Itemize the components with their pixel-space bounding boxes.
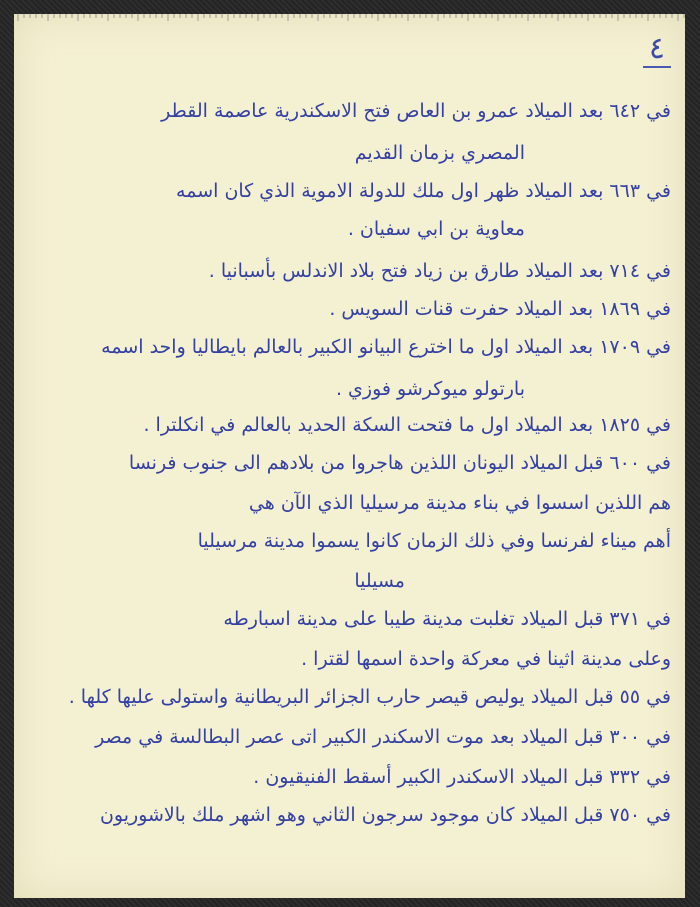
text-line: في ٣٠٠ قبل الميلاد بعد موت الاسكندر الكبير اتى عصر البطالسة في مصر <box>95 726 671 748</box>
text-lines <box>14 14 685 898</box>
text-line: مسيليا <box>354 570 405 592</box>
text-line: في ٧١٤ بعد الميلاد طارق بن زياد فتح بلاد الاندلس بأسبانيا . <box>208 260 671 282</box>
text-line: في ٣٧١ قبل الميلاد تغلبت مدينة طيبا على مدينة اسبارطه <box>223 608 671 630</box>
text-line: وعلى مدينة اثينا في معركة واحدة اسمها لقترا . <box>301 648 671 670</box>
handwritten-page <box>14 14 685 898</box>
text-line: هم اللذين اسسوا في بناء مدينة مرسيليا الذي الآن هي <box>248 492 671 514</box>
text-line: في ٧٥٠ قبل الميلاد كان موجود سرجون الثاني وهو اشهر ملك بالاشوريون <box>99 804 671 826</box>
text-line: في ١٨٦٩ بعد الميلاد حفرت قنات السويس . <box>329 298 671 320</box>
text-line: المصري بزمان القديم <box>354 142 525 164</box>
text-line: في ٥٥ قبل الميلاد يوليص قيصر حارب الجزائر البريطانية واستولى عليها كلها . <box>68 686 671 708</box>
page-number: ٤ <box>643 32 671 68</box>
text-line: أهم ميناء لفرنسا وفي ذلك الزمان كانوا يسموا مدينة مرسيليا <box>197 530 671 552</box>
text-line: في ١٧٠٩ بعد الميلاد اول ما اخترع البيانو الكبير بالعالم بايطاليا واحد اسمه <box>101 336 671 358</box>
text-line: في ١٨٢٥ بعد الميلاد اول ما فتحت السكة الحديد بالعالم في انكلترا . <box>143 414 671 436</box>
text-line: في ٣٣٢ قبل الميلاد الاسكندر الكبير أسقط الفنيقيون . <box>253 766 671 788</box>
text-line: معاوية بن ابي سفيان . <box>347 218 525 240</box>
text-line: بارتولو ميوكرشو فوزي . <box>335 378 525 400</box>
text-line: في ٦٤٢ بعد الميلاد عمرو بن العاص فتح الاسكندرية عاصمة القطر <box>161 100 671 122</box>
text-line: في ٦٠٠ قبل الميلاد اليونان اللذين هاجروا من بلادهم الى جنوب فرنسا <box>128 452 671 474</box>
text-line: في ٦٦٣ بعد الميلاد ظهر اول ملك للدولة الاموية الذي كان اسمه <box>176 180 671 202</box>
